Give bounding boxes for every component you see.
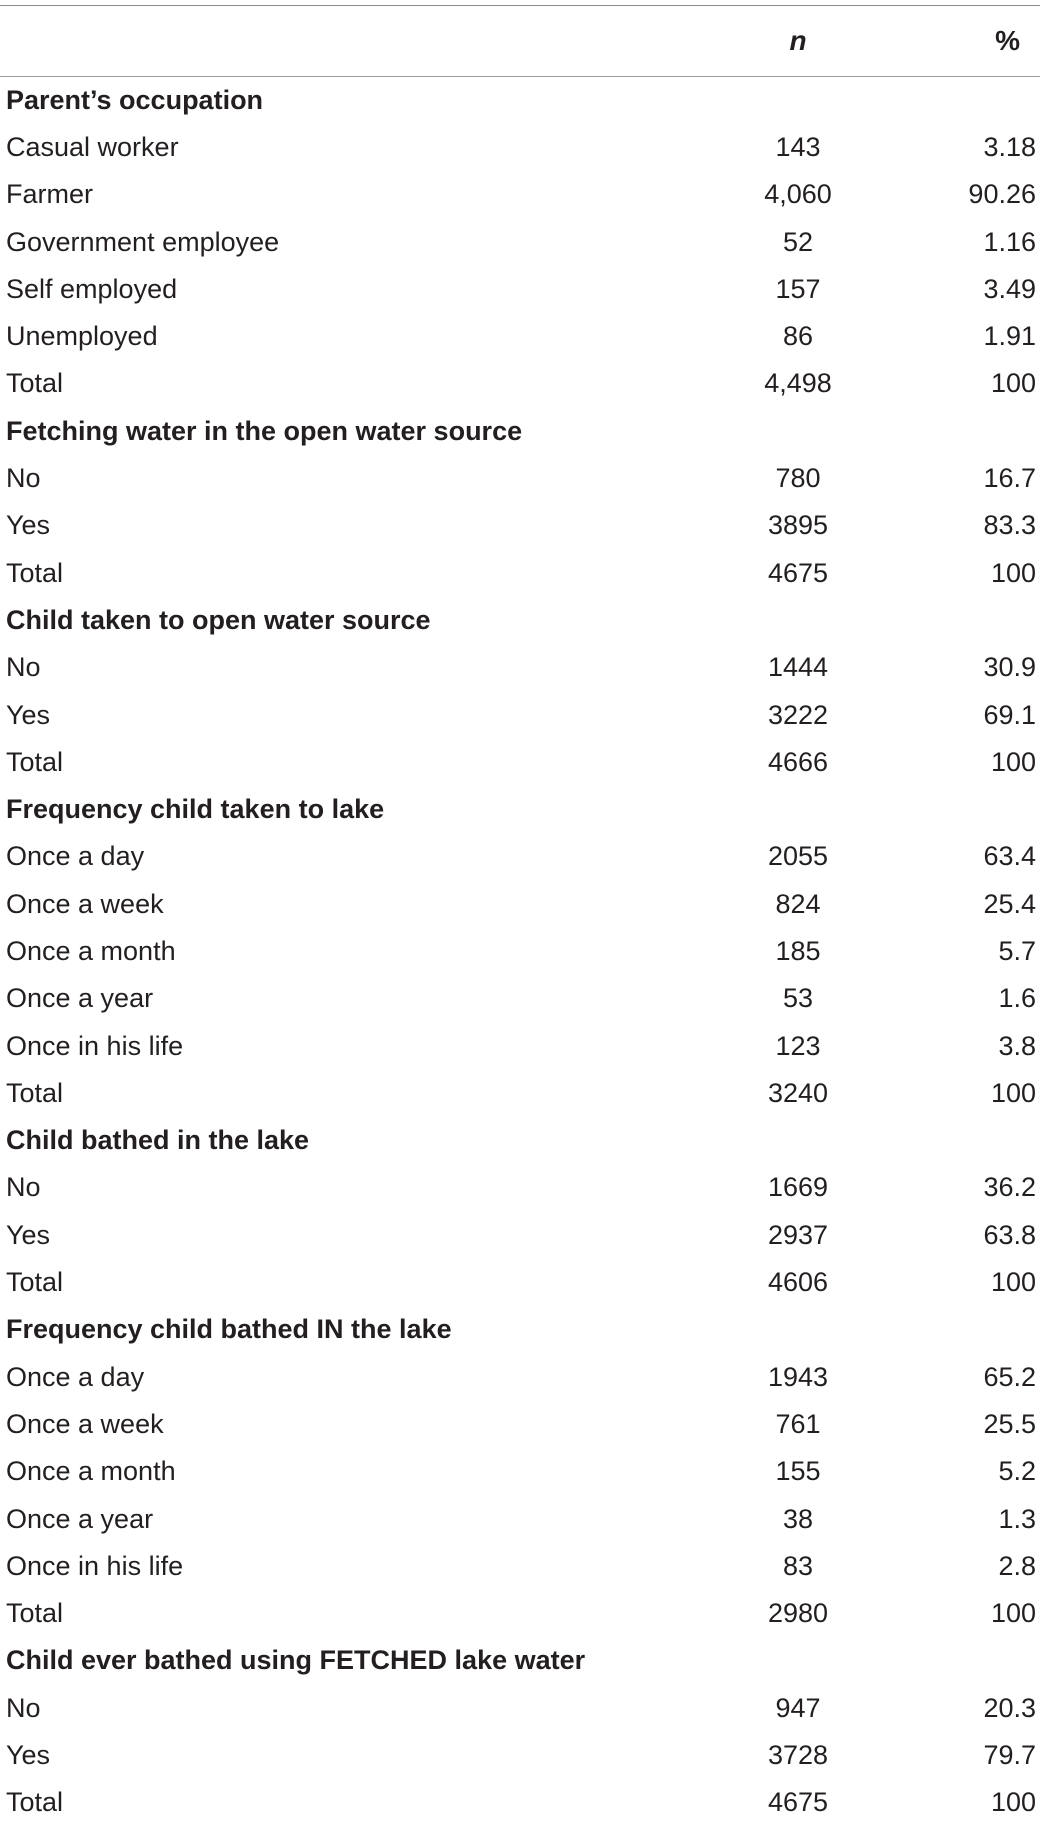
row-n-value: 53 bbox=[782, 983, 814, 1014]
row-label: Yes bbox=[6, 510, 51, 541]
row-label: Once a week bbox=[6, 888, 164, 919]
row-label: Once in his life bbox=[6, 1550, 184, 1581]
row-percent-value: 90.26 bbox=[968, 179, 1036, 210]
row-percent-value: 20.3 bbox=[983, 1692, 1036, 1723]
section-header-row bbox=[0, 408, 1040, 455]
data-table-container bbox=[0, 5, 1040, 1837]
row-label: Once a year bbox=[6, 983, 154, 1014]
row-n-value: 38 bbox=[782, 1503, 814, 1534]
row-n-value: 3222 bbox=[767, 699, 829, 730]
row-percent-value: 100 bbox=[990, 1267, 1036, 1298]
row-percent-value: 63.8 bbox=[983, 1219, 1036, 1250]
row-label: Total bbox=[6, 1077, 64, 1108]
row-n-value: 4675 bbox=[767, 1787, 829, 1818]
row-label: Total bbox=[6, 1267, 64, 1298]
table-row bbox=[0, 1022, 1040, 1069]
table-row bbox=[0, 881, 1040, 928]
row-percent-value: 100 bbox=[990, 1787, 1036, 1818]
row-label: Casual worker bbox=[6, 131, 179, 162]
table-row bbox=[0, 266, 1040, 313]
row-percent-value: 5.2 bbox=[998, 1456, 1036, 1487]
table-row bbox=[0, 1495, 1040, 1542]
row-n-value: 2980 bbox=[767, 1598, 829, 1629]
row-percent-value: 69.1 bbox=[983, 699, 1036, 730]
row-percent-value: 63.4 bbox=[983, 841, 1036, 872]
table-header bbox=[0, 6, 1040, 77]
row-n-value: 1669 bbox=[767, 1172, 829, 1203]
row-label: Farmer bbox=[6, 179, 93, 210]
table-row bbox=[0, 1070, 1040, 1117]
table-row bbox=[0, 360, 1040, 407]
header-percent: % bbox=[896, 6, 1040, 77]
row-n-value: 155 bbox=[775, 1456, 821, 1487]
table-row bbox=[0, 975, 1040, 1022]
row-percent-value: 5.7 bbox=[998, 935, 1036, 966]
section-title: Frequency child bathed IN the lake bbox=[6, 1314, 452, 1345]
row-label: No bbox=[6, 1692, 41, 1723]
table-row bbox=[0, 218, 1040, 265]
row-percent-value: 100 bbox=[990, 1598, 1036, 1629]
table-row bbox=[0, 1732, 1040, 1779]
table-row bbox=[0, 313, 1040, 360]
table-row bbox=[0, 455, 1040, 502]
row-n-value: 86 bbox=[782, 321, 814, 352]
row-label: Once a year bbox=[6, 1503, 154, 1534]
row-percent-value: 83.3 bbox=[983, 510, 1036, 541]
row-label: Once a day bbox=[6, 1361, 145, 1392]
row-percent-value: 100 bbox=[990, 1077, 1036, 1108]
header-row bbox=[0, 6, 1040, 77]
row-percent-value: 1.91 bbox=[983, 321, 1036, 352]
section-title: Child ever bathed using FETCHED lake water bbox=[6, 1645, 586, 1676]
row-label: Once a month bbox=[6, 1456, 176, 1487]
row-percent-value: 25.4 bbox=[983, 888, 1036, 919]
section-title: Parent’s occupation bbox=[6, 84, 264, 115]
row-label: Total bbox=[6, 557, 64, 588]
row-n-value: 123 bbox=[775, 1030, 821, 1061]
row-label: Government employee bbox=[6, 226, 280, 257]
row-n-value: 824 bbox=[775, 888, 821, 919]
table-row bbox=[0, 739, 1040, 786]
table-row bbox=[0, 171, 1040, 218]
row-label: Unemployed bbox=[6, 321, 158, 352]
row-label: Yes bbox=[6, 1219, 51, 1250]
row-label: Once a month bbox=[6, 935, 176, 966]
section-title: Child bathed in the lake bbox=[6, 1125, 310, 1156]
row-n-value: 1943 bbox=[767, 1361, 829, 1392]
section-header-row bbox=[0, 1306, 1040, 1353]
row-n-value: 1444 bbox=[767, 652, 829, 683]
row-n-value: 4666 bbox=[767, 746, 829, 777]
row-percent-value: 1.3 bbox=[998, 1503, 1036, 1534]
table-row bbox=[0, 1354, 1040, 1401]
row-label: Self employed bbox=[6, 273, 178, 304]
row-n-value: 143 bbox=[775, 131, 821, 162]
row-percent-value: 25.5 bbox=[983, 1408, 1036, 1439]
row-n-value: 4675 bbox=[767, 557, 829, 588]
section-title: Fetching water in the open water source bbox=[6, 415, 523, 446]
row-percent-value: 100 bbox=[990, 368, 1036, 399]
row-n-value: 761 bbox=[775, 1408, 821, 1439]
section-header-row bbox=[0, 77, 1040, 124]
row-n-value: 780 bbox=[775, 463, 821, 494]
row-percent-value: 16.7 bbox=[983, 463, 1036, 494]
section-header-row bbox=[0, 1637, 1040, 1684]
row-n-value: 157 bbox=[775, 273, 821, 304]
table-row bbox=[0, 928, 1040, 975]
table-row bbox=[0, 833, 1040, 880]
row-percent-value: 1.16 bbox=[983, 226, 1036, 257]
row-label: Total bbox=[6, 1787, 64, 1818]
row-n-value: 2055 bbox=[767, 841, 829, 872]
table-row bbox=[0, 691, 1040, 738]
row-label: Once a week bbox=[6, 1408, 164, 1439]
row-n-value: 4606 bbox=[767, 1267, 829, 1298]
row-label: Yes bbox=[6, 699, 51, 730]
header-n: n bbox=[700, 6, 896, 77]
row-label: Total bbox=[6, 746, 64, 777]
table-body bbox=[0, 77, 1040, 1827]
table-row bbox=[0, 549, 1040, 596]
frequency-table bbox=[0, 5, 1040, 1826]
row-percent-value: 65.2 bbox=[983, 1361, 1036, 1392]
row-label: Once in his life bbox=[6, 1030, 184, 1061]
row-label: No bbox=[6, 463, 41, 494]
row-label: Total bbox=[6, 368, 64, 399]
row-percent-value: 1.6 bbox=[998, 983, 1036, 1014]
row-n-value: 3895 bbox=[767, 510, 829, 541]
row-percent-value: 3.8 bbox=[998, 1030, 1036, 1061]
row-percent-value: 79.7 bbox=[983, 1740, 1036, 1771]
row-n-value: 52 bbox=[782, 226, 814, 257]
row-label: Total bbox=[6, 1598, 64, 1629]
table-row bbox=[0, 1590, 1040, 1637]
section-title: Child taken to open water source bbox=[6, 604, 431, 635]
section-header-row bbox=[0, 786, 1040, 833]
row-percent-value: 2.8 bbox=[998, 1550, 1036, 1581]
table-row bbox=[0, 1543, 1040, 1590]
row-label: Once a day bbox=[6, 841, 145, 872]
row-n-value: 3240 bbox=[767, 1077, 829, 1108]
header-label bbox=[0, 6, 700, 77]
table-row bbox=[0, 124, 1040, 171]
row-label: No bbox=[6, 652, 41, 683]
row-percent-value: 36.2 bbox=[983, 1172, 1036, 1203]
table-row bbox=[0, 1685, 1040, 1732]
table-row bbox=[0, 1779, 1040, 1826]
row-n-value: 83 bbox=[782, 1550, 814, 1581]
table-row bbox=[0, 1212, 1040, 1259]
row-percent-value: 30.9 bbox=[983, 652, 1036, 683]
section-header-row bbox=[0, 1117, 1040, 1164]
table-row bbox=[0, 1401, 1040, 1448]
row-percent-value: 100 bbox=[990, 746, 1036, 777]
section-header-row bbox=[0, 597, 1040, 644]
table-row bbox=[0, 1259, 1040, 1306]
row-percent-value: 100 bbox=[990, 557, 1036, 588]
row-n-value: 2937 bbox=[767, 1219, 829, 1250]
row-label: Yes bbox=[6, 1740, 51, 1771]
row-n-value: 947 bbox=[775, 1692, 821, 1723]
row-n-value: 185 bbox=[775, 935, 821, 966]
table-row bbox=[0, 502, 1040, 549]
row-label: No bbox=[6, 1172, 41, 1203]
row-n-value: 4,498 bbox=[764, 368, 832, 399]
table-row bbox=[0, 1448, 1040, 1495]
table-row bbox=[0, 1164, 1040, 1211]
row-n-value: 3728 bbox=[767, 1740, 829, 1771]
row-percent-value: 3.49 bbox=[983, 273, 1036, 304]
section-title: Frequency child taken to lake bbox=[6, 794, 385, 825]
row-n-value: 4,060 bbox=[764, 179, 832, 210]
row-percent-value: 3.18 bbox=[983, 131, 1036, 162]
table-row bbox=[0, 644, 1040, 691]
